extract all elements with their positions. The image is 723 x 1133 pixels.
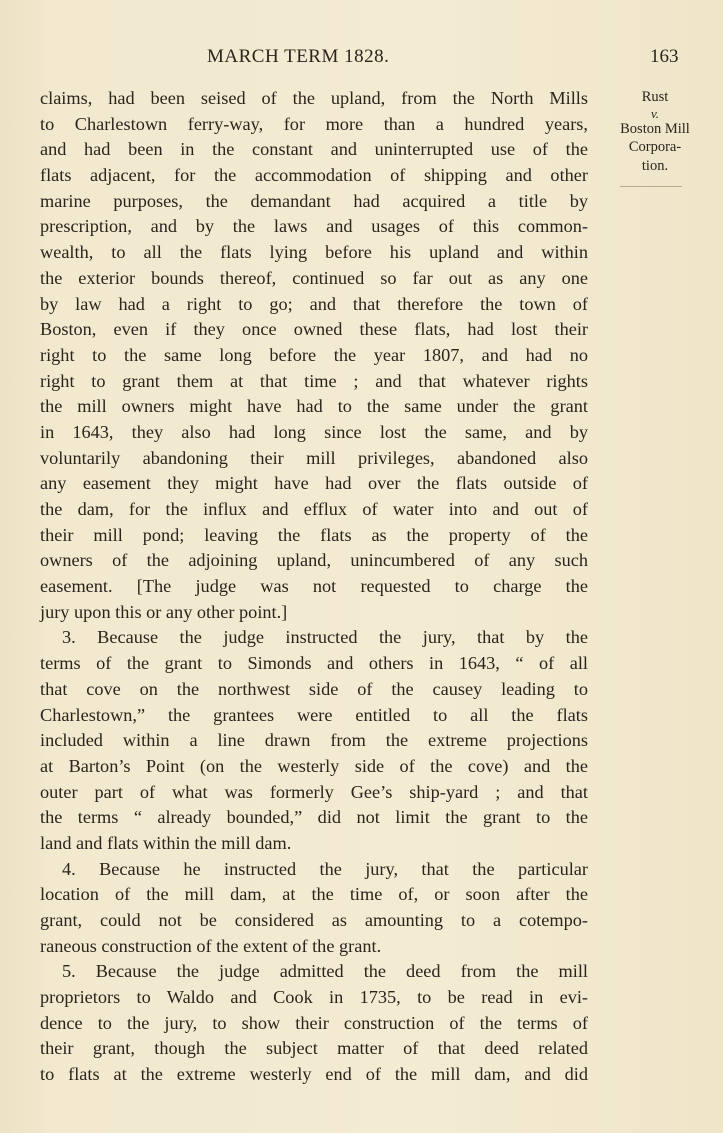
text-line: land and flats within the mill dam.	[40, 832, 292, 853]
text-line: Boston, even if they once owned these flats, had lost their	[40, 319, 588, 340]
text-line: the dam, for the influx and efflux of water into and out of	[40, 499, 588, 519]
body-text	[40, 86, 588, 1088]
text-line: the terms “ already bounded,” did not limit the grant to the	[40, 807, 588, 828]
running-title: MARCH TERM 1828.	[207, 46, 390, 67]
text-line: in 1643, they also had long since lost the same, and by	[40, 421, 588, 442]
text-line: marine purposes, the demandant had acquired a title by	[40, 190, 588, 211]
text-line: claims, had been seised of the upland, from the North Mills	[40, 88, 588, 108]
text-line: terms of the grant to Simonds and others in 1643, “ of all	[40, 653, 588, 674]
sidenote-versus: v.	[650, 105, 660, 121]
numbered-paragraph-start: 4. Because he instructed the jury, that the particular	[62, 858, 588, 879]
sidenote-defendant-line1: Boston Mill	[620, 120, 690, 137]
numbered-paragraph-start: 5. Because the judge admitted the deed from the mill	[62, 961, 588, 982]
sidenote-plaintiff: Rust	[641, 89, 669, 105]
text-line: jury upon this or any other point.]	[40, 601, 288, 622]
text-line: owners of the adjoining upland, unincumbered of any such	[40, 550, 588, 571]
text-line: that cove on the northwest side of the causey leading to	[40, 678, 588, 699]
sidenote-defendant-line3: tion.	[641, 157, 669, 174]
case-sidenote	[600, 88, 710, 175]
text-line: included within a line drawn from the extreme projections	[40, 730, 588, 751]
text-line: to flats at the extreme westerly end of the mill dam, and did	[40, 1064, 588, 1085]
text-line: outer part of what was formerly Gee’s ship-yard ; and that	[40, 781, 588, 802]
text-line: raneous construction of the extent of the grant.	[40, 935, 382, 956]
numbered-paragraph-start: 3. Because the judge instructed the jury, that by the	[62, 627, 588, 648]
text-line: proprietors to Waldo and Cook in 1735, to be read in evi-	[40, 987, 588, 1008]
text-line: any easement they might have had over the flats outside of	[40, 473, 588, 494]
text-line: wealth, to all the flats lying before his upland and within	[40, 242, 588, 263]
text-line: voluntarily abandoning their mill privileges, abandoned also	[40, 447, 588, 468]
text-line: at Barton’s Point (on the westerly side of the cove) and the	[40, 755, 588, 776]
text-line: dence to the jury, to show their construction of the terms of	[40, 1012, 588, 1033]
text-line: and had been in the constant and uninterrupted use of the	[40, 139, 588, 160]
text-line: the exterior bounds thereof, continued so far out as any one	[40, 267, 588, 288]
page-number: 163	[650, 46, 679, 67]
sidenote-rule	[620, 186, 682, 187]
sidenote-defendant-line2: Corpora-	[628, 139, 682, 155]
text-line: Charlestown,” the grantees were entitled to all the flats	[40, 704, 588, 725]
text-line: to Charlestown ferry-way, for more than a hundred years,	[40, 113, 588, 134]
text-line: their grant, though the subject matter of that deed related	[40, 1038, 588, 1059]
text-line: location of the mill dam, at the time of, or soon after the	[40, 884, 588, 905]
text-line: the mill owners might have had to the same under the grant	[40, 396, 588, 417]
text-line: flats adjacent, for the accommodation of shipping and other	[40, 165, 588, 186]
text-line: their mill pond; leaving the flats as the property of the	[40, 524, 588, 545]
text-line: easement. [The judge was not requested to charge the	[40, 576, 588, 597]
text-line: grant, could not be considered as amounting to a cotempo-	[40, 910, 588, 930]
text-line: right to the same long before the year 1807, and had no	[40, 344, 588, 365]
text-line: right to grant them at that time ; and that whatever rights	[40, 370, 588, 391]
running-head	[0, 46, 723, 74]
text-line: prescription, and by the laws and usages of this common-	[40, 216, 588, 237]
text-line: by law had a right to go; and that therefore the town of	[40, 293, 588, 314]
